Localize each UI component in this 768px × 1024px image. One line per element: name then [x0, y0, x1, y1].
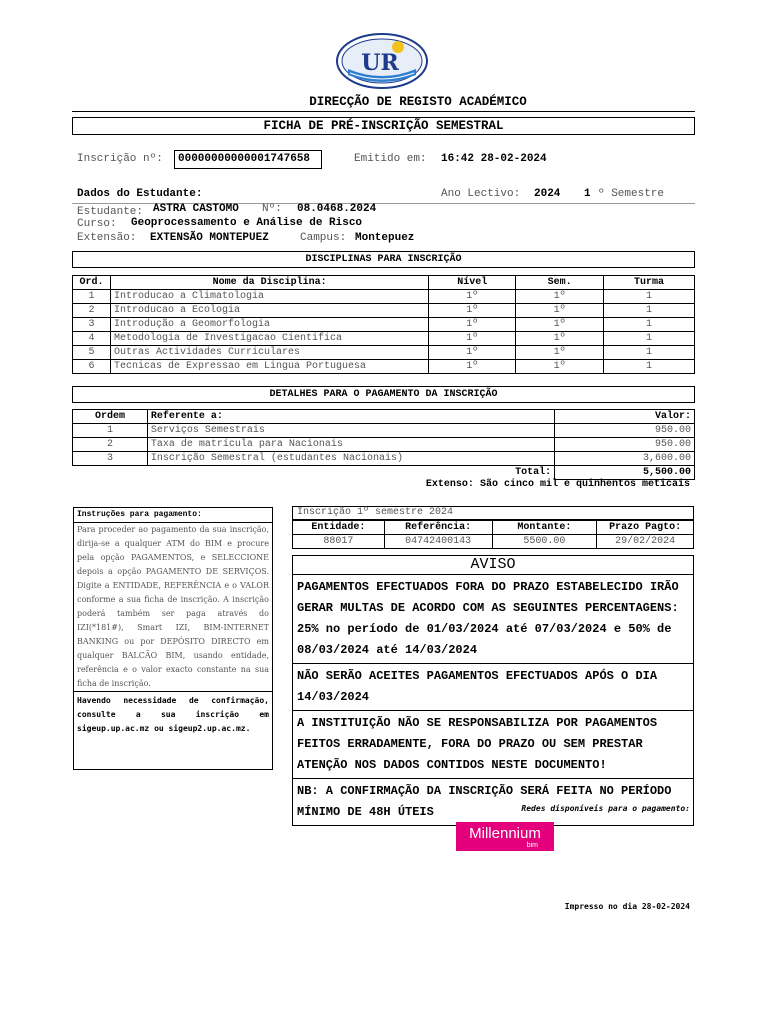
total-value: 5,500.00 [555, 466, 695, 480]
disciplinas-title: DISCIPLINAS PARA INSCRIÇÃO [72, 251, 695, 268]
cell-turma: 1 [604, 304, 695, 318]
extenso-value: São cinco mil e quinhentos meticais [479, 479, 690, 490]
table-row [73, 318, 695, 332]
curso-label: Curso: [77, 218, 117, 230]
ano-lectivo-label: Ano Lectivo: [441, 188, 521, 200]
instrucoes-title: Instruções para pagamento: [74, 508, 272, 523]
header-valor: Valor: [555, 410, 695, 424]
aviso-box [292, 555, 694, 826]
cell-sem: 1º [516, 360, 604, 374]
cell-turma: 1 [604, 346, 695, 360]
table-row [73, 332, 695, 346]
semestre-number: 1 [584, 188, 591, 200]
ano-lectivo-value: 2024 [534, 188, 561, 200]
cell-nome: Introducao a Climatologia [110, 290, 428, 304]
cell-nome: Metodologia de Investigacao Cientifica [110, 332, 428, 346]
cell-sem: 1º [516, 318, 604, 332]
redes-label: Redes disponíveis para o pagamento: [521, 804, 690, 813]
cell-nivel: 1º [429, 332, 516, 346]
prazo-value: 29/02/2024 [597, 535, 694, 549]
header-sem: Sem. [516, 276, 604, 290]
header-montante: Montante: [492, 521, 597, 535]
header-turma: Turma [604, 276, 695, 290]
table-row [73, 304, 695, 318]
cell-turma: 1 [604, 290, 695, 304]
cell-nivel: 1º [429, 318, 516, 332]
instrucoes-body: Para proceder ao pagamento da sua inscrição, dirija-se a qualquer ATM do BIM e procure pela opção PAGAMENTOS, e SELECCIONE depois a opção PAGAMENTO DE SERVIÇOS. Digite a ENTIDADE, REFERÊNCIA e o VALOR conforme a sua ficha de inscrição. A inscrição poderá também ser paga através do IZI(*181#), Smart IZI, BIM-INTERNET BANKING ou por DEPÓSITO DIRECTO em qualquer BALCÃO BIM, usando entidade, referência e o valor exacto constante na sua ficha de inscrição. [77, 525, 269, 688]
referencia-caption: Inscrição 1º semestre 2024 [292, 506, 694, 520]
cell-nivel: 1º [429, 304, 516, 318]
cell-ord: 2 [73, 304, 111, 318]
logo-text: UR [361, 50, 399, 76]
campus-value: Montepuez [355, 232, 415, 244]
header-divider [72, 111, 695, 112]
aviso-item: NÃO SERÃO ACEITES PAGAMENTOS EFECTUADOS APÓS O DIA 14/03/2024 [293, 663, 693, 710]
total-row [73, 466, 695, 480]
table-row [73, 360, 695, 374]
cell-valor: 3,600.00 [555, 452, 695, 466]
estudante-label: Estudante: [77, 206, 144, 218]
extensao-value: EXTENSÃO MONTEPUEZ [150, 232, 269, 244]
montante-value: 5500.00 [492, 535, 597, 549]
cell-nivel: 1º [429, 290, 516, 304]
instrucoes-box [73, 507, 273, 770]
numero-value: 08.0468.2024 [297, 203, 377, 215]
cell-ordem: 2 [73, 438, 148, 452]
curso-value: Geoprocessamento e Análise de Risco [131, 217, 363, 229]
department-title: DIRECÇÃO DE REGISTO ACADÉMICO [309, 95, 527, 109]
cell-nome: Introdução a Geomorfologia [110, 318, 428, 332]
referencia-value: 04742400143 [384, 535, 492, 549]
entidade-value: 88017 [293, 535, 385, 549]
numero-label: Nº: [262, 203, 282, 215]
cell-nome: Introducao a Ecologia [110, 304, 428, 318]
semestre-label: º Semestre [598, 188, 665, 200]
emitido-value: 16:42 28-02-2024 [441, 153, 547, 165]
cell-ordem: 1 [73, 424, 148, 438]
impresso-text: Impresso no dia 28-02-2024 [564, 902, 690, 911]
cell-ord: 4 [73, 332, 111, 346]
extenso-label: Extenso: [425, 479, 474, 490]
bank-name: Millennium [469, 825, 541, 842]
cell-sem: 1º [516, 290, 604, 304]
inscricao-label: Inscrição nº: [77, 153, 163, 165]
aviso-title: AVISO [470, 556, 516, 573]
header-referencia: Referência: [384, 521, 492, 535]
aviso-item: A INSTITUIÇÃO NÃO SE RESPONSABILIZA POR PAGAMENTOS FEITOS ERRADAMENTE, FORA DO PRAZO OU SEM PRESTAR ATENÇÃO NOS DADOS CONTIDOS NESTE DOCUMENTO! [293, 710, 693, 778]
cell-ord: 5 [73, 346, 111, 360]
header-ordem: Ordem [73, 410, 148, 424]
cell-sem: 1º [516, 346, 604, 360]
university-logo [336, 33, 428, 89]
header-prazo: Prazo Pagto: [597, 521, 694, 535]
table-row [73, 438, 695, 452]
cell-referente: Inscrição Semestral (estudantes Nacionais) [147, 452, 554, 466]
aviso-item: PAGAMENTOS EFECTUADOS FORA DO PRAZO ESTABELECIDO IRÃO GERAR MULTAS DE ACORDO COM AS SEGUINTES PERCENTAGENS: 25% no período de 01/03/2024 até 07/03/2024 e 50% de 08/03/2024 até 14/03/2024 [293, 574, 693, 663]
cell-ordem: 3 [73, 452, 148, 466]
aviso-item: NB: A CONFIRMAÇÃO DA INSCRIÇÃO SERÁ FEITA NO PERÍODO MÍNIMO DE 48H ÚTEIS [293, 778, 693, 825]
cell-turma: 1 [604, 318, 695, 332]
dados-estudante-label: Dados do Estudante: [77, 188, 203, 200]
table-row [73, 346, 695, 360]
logo-emblem-icon [336, 33, 428, 89]
cell-referente: Serviços Semestrais [147, 424, 554, 438]
header-nome: Nome da Disciplina: [110, 276, 428, 290]
cell-nivel: 1º [429, 346, 516, 360]
cell-ord: 6 [73, 360, 111, 374]
header-entidade: Entidade: [293, 521, 385, 535]
referencia-table [292, 520, 694, 549]
form-title: FICHA DE PRÉ-INSCRIÇÃO SEMESTRAL [72, 117, 695, 135]
cell-valor: 950.00 [555, 438, 695, 452]
cell-nivel: 1º [429, 360, 516, 374]
cell-ord: 1 [73, 290, 111, 304]
cell-ord: 3 [73, 318, 111, 332]
millennium-bim-logo [456, 822, 554, 851]
table-row [73, 452, 695, 466]
table-row [73, 424, 695, 438]
header-referente: Referente a: [147, 410, 554, 424]
instrucoes-note: Havendo necessidade de confirmação, consulte a sua inscrição em sigeup.up.ac.mz ou sigeup2.up.ac.mz. [74, 691, 272, 738]
cell-nome: Outras Actividades Curriculares [110, 346, 428, 360]
cell-sem: 1º [516, 304, 604, 318]
cell-referente: Taxa de matrícula para Nacionais [147, 438, 554, 452]
campus-label: Campus: [300, 232, 347, 244]
header-nivel: Nível [429, 276, 516, 290]
extenso-line [300, 479, 690, 490]
total-label: Total: [515, 466, 552, 478]
inscricao-number: 00000000000001747658 [174, 150, 322, 169]
pagamento-table [72, 409, 695, 480]
cell-sem: 1º [516, 332, 604, 346]
header-ord: Ord. [73, 276, 111, 290]
extensao-label: Extensão: [77, 232, 137, 244]
emitido-label: Emitido em: [354, 153, 427, 165]
pagamento-title: DETALHES PARA O PAGAMENTO DA INSCRIÇÃO [72, 386, 695, 403]
cell-turma: 1 [604, 332, 695, 346]
cell-nome: Tecnicas de Expressao em Lingua Portuguesa [110, 360, 428, 374]
bank-sub: bim [526, 842, 538, 849]
estudante-value: ASTRA CASTOMO [153, 203, 239, 215]
cell-turma: 1 [604, 360, 695, 374]
table-row [73, 290, 695, 304]
disciplinas-table [72, 275, 695, 374]
cell-valor: 950.00 [555, 424, 695, 438]
